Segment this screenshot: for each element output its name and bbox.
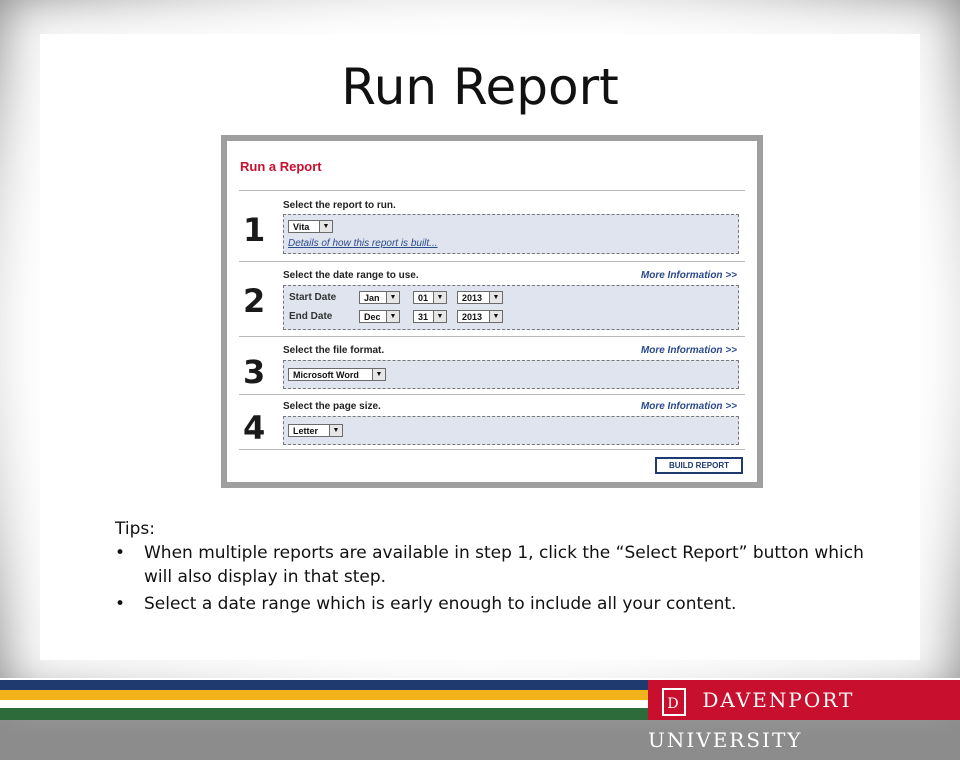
end-year-value: 2013 <box>462 312 483 322</box>
start-day-value: 01 <box>418 293 429 303</box>
chevron-down-icon: ▼ <box>386 311 399 322</box>
tip-text: When multiple reports are available in step 1, click the “Select Report” button which will also display in that step. <box>144 543 864 587</box>
end-month-select[interactable] <box>359 310 400 323</box>
step-1-label: Select the report to run. <box>283 200 396 211</box>
step-2-label: Select the date range to use. <box>283 270 419 281</box>
university-logo-icon: D <box>662 688 686 716</box>
divider <box>239 336 745 337</box>
list-item <box>115 541 875 589</box>
end-month-value: Dec <box>364 312 381 322</box>
step-4-more-info-link[interactable]: More Information >> <box>640 401 737 412</box>
divider <box>239 449 745 450</box>
step-3-label: Select the file format. <box>283 345 385 356</box>
chevron-down-icon: ▼ <box>489 292 502 303</box>
step-1-number: 1 <box>243 211 266 249</box>
step-4-label: Select the page size. <box>283 401 381 412</box>
step-2-box <box>283 285 739 330</box>
run-report-panel <box>227 141 757 482</box>
start-month-select[interactable] <box>359 291 400 304</box>
tips-section <box>115 517 875 616</box>
start-year-value: 2013 <box>462 293 483 303</box>
start-year-select[interactable] <box>457 291 503 304</box>
step-3-more-info-link[interactable]: More Information >> <box>640 345 737 356</box>
step-2-more-info-link[interactable]: More Information >> <box>640 270 737 281</box>
tips-heading: Tips: <box>115 519 155 539</box>
chevron-down-icon: ▼ <box>433 292 446 303</box>
report-details-link[interactable]: Details of how this report is built... <box>288 238 438 249</box>
bullet-icon: • <box>115 543 126 563</box>
chevron-down-icon: ▼ <box>372 369 385 380</box>
report-screenshot <box>221 135 763 488</box>
university-name: DAVENPORT UNIVERSITY <box>648 688 855 752</box>
page-size-value: Letter <box>293 426 319 436</box>
tips-list <box>115 541 875 616</box>
run-report-heading: Run a Report <box>240 159 322 174</box>
report-select-value: Vita <box>293 222 310 232</box>
slide-title: Run Report <box>341 58 619 116</box>
step-4-box <box>283 416 739 445</box>
tip-text: Select a date range which is early enough to include all your content. <box>144 594 737 614</box>
chevron-down-icon: ▼ <box>489 311 502 322</box>
end-day-value: 31 <box>418 312 429 322</box>
davenport-logo <box>648 680 960 752</box>
step-2-number: 2 <box>243 282 266 320</box>
step-1-box <box>283 214 739 254</box>
step-3-number: 3 <box>243 353 266 391</box>
file-format-select[interactable] <box>288 368 386 381</box>
chevron-down-icon: ▼ <box>386 292 399 303</box>
end-year-select[interactable] <box>457 310 503 323</box>
file-format-value: Microsoft Word <box>293 370 359 380</box>
bullet-icon: • <box>115 594 126 614</box>
list-item <box>115 592 875 616</box>
divider <box>239 261 745 262</box>
build-report-button[interactable]: BUILD REPORT <box>655 457 743 474</box>
step-3-box <box>283 360 739 389</box>
start-date-label: Start Date <box>289 292 337 303</box>
chevron-down-icon: ▼ <box>433 311 446 322</box>
chevron-down-icon: ▼ <box>319 221 332 232</box>
divider <box>239 394 745 395</box>
start-month-value: Jan <box>364 293 380 303</box>
report-select[interactable] <box>288 220 333 233</box>
page-size-select[interactable] <box>288 424 343 437</box>
end-date-label: End Date <box>289 311 333 322</box>
start-day-select[interactable] <box>413 291 447 304</box>
end-day-select[interactable] <box>413 310 447 323</box>
chevron-down-icon: ▼ <box>329 425 342 436</box>
divider <box>239 190 745 191</box>
step-4-number: 4 <box>243 409 266 447</box>
